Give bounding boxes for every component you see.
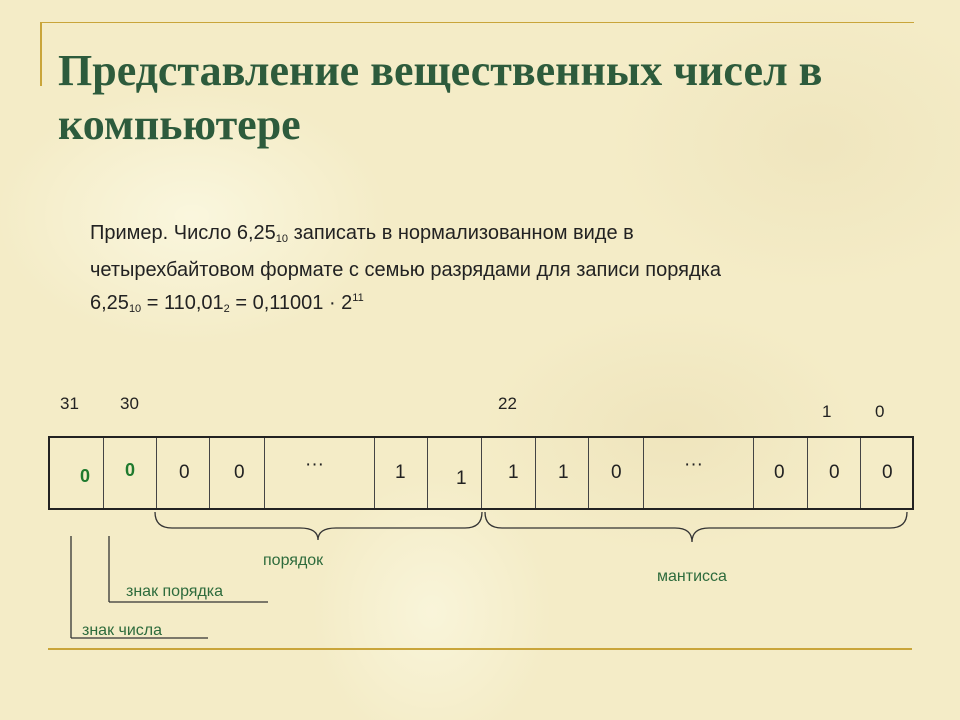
register-cell [375, 438, 428, 508]
register-cell [754, 438, 808, 508]
mantissa-brace [485, 512, 907, 542]
register-cell [482, 438, 536, 508]
register-cell [157, 438, 210, 508]
example-line-3: $6,25_{10} = 110,01_2 = 0,11001 \cdot 2^{11}$ [90, 292, 364, 315]
cell-value: 0 [234, 462, 245, 483]
register-cell [265, 438, 375, 508]
register-cell [428, 438, 482, 508]
bit-number-31: 31 [60, 394, 79, 413]
cell-value: 0 [882, 462, 893, 483]
order-sign-bit-value: 0 [125, 460, 136, 480]
example-line-1: Пример. Число $6,25_{10}$ записать в нормализованном виде в [90, 222, 634, 245]
example-line-2: четырехбайтовом формате с семью разрядами для записи порядка [90, 259, 721, 281]
register-cell [210, 438, 265, 508]
register-cell [536, 438, 589, 508]
register-cell [644, 438, 754, 508]
accent-vertical-line [40, 22, 42, 86]
sign-bit-value: 0 [80, 466, 91, 486]
cell-value: 0 [829, 462, 840, 483]
bit-register [48, 436, 914, 510]
cell-value: 1 [508, 462, 519, 483]
cell-value: 1 [456, 468, 467, 489]
register-cell [808, 438, 861, 508]
ellipsis: ··· [684, 454, 703, 475]
cell-value: 1 [395, 462, 406, 483]
cell-value: 1 [558, 462, 569, 483]
accent-top-line [42, 22, 914, 23]
order-label: порядок [263, 552, 324, 569]
register-cell [589, 438, 644, 508]
number-sign-label: знак числа [82, 622, 163, 639]
order-brace [155, 512, 482, 540]
cell-value: 0 [611, 462, 622, 483]
register-cell [104, 438, 157, 508]
bit-number-22: 22 [498, 394, 517, 413]
order-sign-label: знак порядка [126, 583, 224, 600]
register-cell [861, 438, 912, 508]
register-cell [50, 438, 104, 508]
slide-title: Представление вещественных чисел в компьютере [58, 46, 823, 149]
bit-number-30: 30 [120, 394, 139, 413]
bit-number-0: 0 [875, 402, 885, 421]
accent-bottom-line [48, 648, 912, 650]
cell-value: 0 [179, 462, 190, 483]
mantissa-label: мантисса [657, 568, 727, 585]
ellipsis: ··· [305, 454, 324, 475]
cell-value: 0 [774, 462, 785, 483]
bit-number-1: 1 [822, 402, 832, 421]
